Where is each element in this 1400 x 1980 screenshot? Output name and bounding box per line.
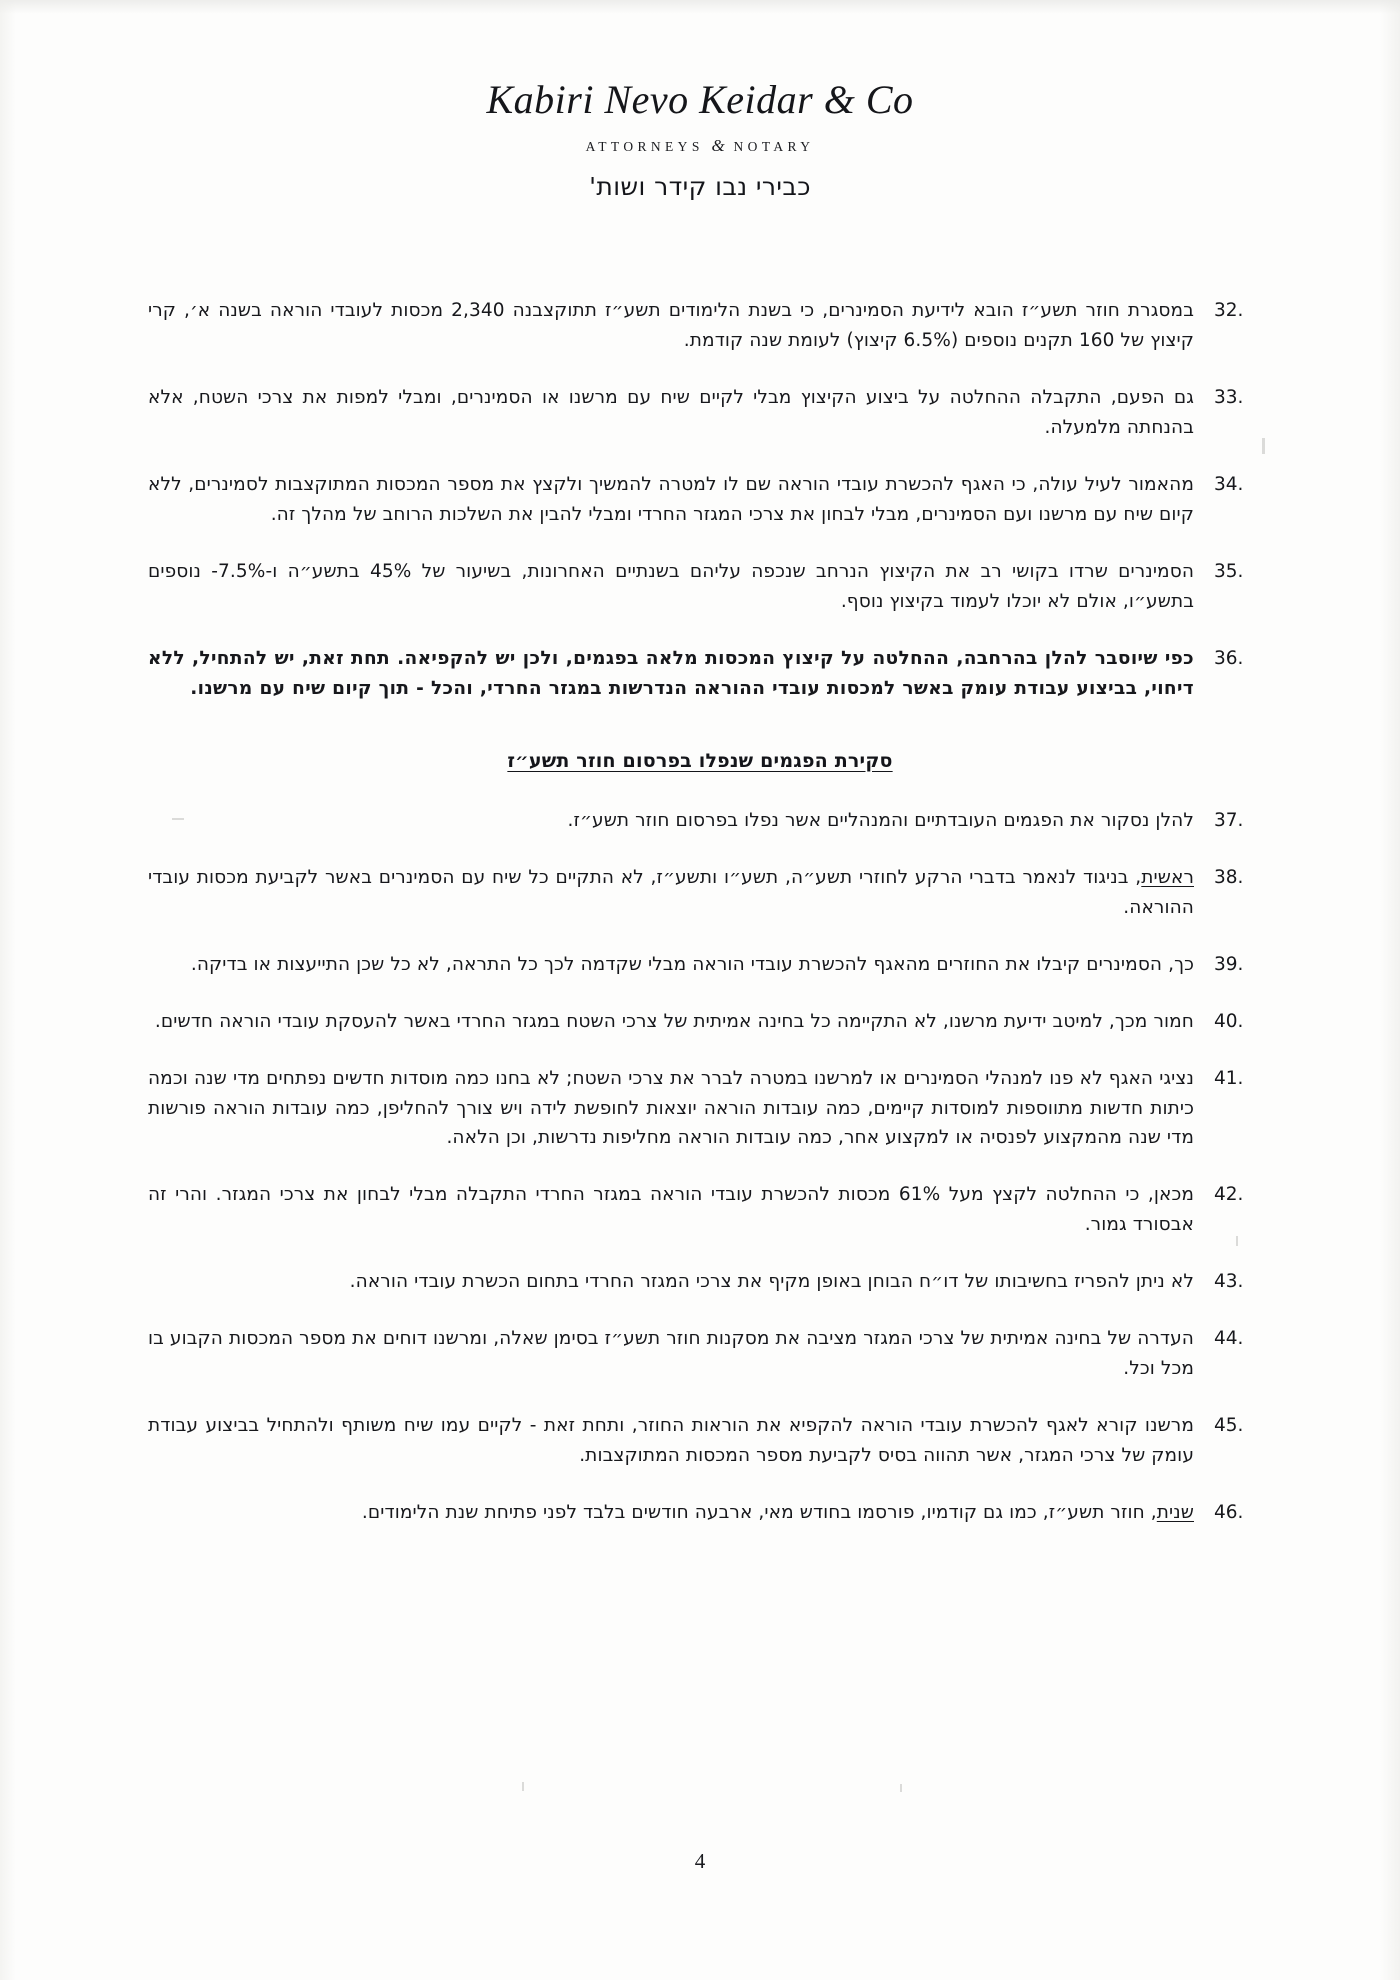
paragraph-text bbox=[148, 863, 1194, 923]
scan-speck bbox=[522, 1782, 524, 1791]
scan-artifact-left-edge bbox=[0, 0, 16, 1980]
document-body bbox=[148, 296, 1252, 1555]
paragraph-text: כפי שיוסבר להלן בהרחבה, ההחלטה על קיצוץ המכסות מלאה בפגמים, ולכן יש להקפיאה. תחת זאת, יש להתחיל, ללא דיחוי, בביצוע עבודת עומק באשר למכסות עובדי ההוראה הנדרשות במגזר החרדי, והכל - תוך קיום שיח עם מרשנו. bbox=[148, 647, 1194, 699]
paragraph-body-text: , חוזר תשע״ז, כמו גם קודמיו, פורסמו בחודש מאי, ארבעה חודשים בלבד לפני פתיחת שנת הלימודים. bbox=[361, 1502, 1157, 1524]
paragraph-text: במסגרת חוזר תשע״ז הובא לידיעת הסמינרים, כי בשנת הלימודים תשע״ז תתוקצבנה 2,340 מכסות לעובדי הוראה בשנה א׳, קרי קיצוץ של 160 תקנים נוספים (6.5% קיצוץ) לעומת שנה קודמת. bbox=[148, 300, 1194, 351]
paragraph-body-text: העדרה של בחינה אמיתית של צרכי המגזר מציבה את מסקנות חוזר תשע״ז בסימן שאלה, ומרשנו דוחים את מספר המכסות הקבוע בו מכל וכל. bbox=[148, 1328, 1194, 1380]
paragraph-number: 33. bbox=[1214, 386, 1244, 408]
paragraph-item bbox=[148, 1064, 1252, 1154]
paragraph-item bbox=[148, 1267, 1252, 1297]
paragraph-number: 42. bbox=[1214, 1184, 1244, 1206]
tagline-attorneys: ATTORNEYS bbox=[585, 139, 704, 154]
paragraph-number: 38. bbox=[1214, 866, 1244, 888]
paragraph-text: גם הפעם, התקבלה ההחלטה על ביצוע הקיצוץ מבלי לקיים שיח עם מרשנו או הסמינרים, ומבלי למפות את צרכי השטח, אלא בהנחתה מלמעלה. bbox=[148, 386, 1194, 438]
paragraph-number: 36. bbox=[1214, 647, 1244, 669]
paragraph-body-text: מכאן, כי ההחלטה לקצץ מעל 61% מכסות להכשרת עובדי הוראה במגזר החרדי התקבלה מבלי לבחון את צרכי המגזר. והרי זה אבסורד גמור. bbox=[148, 1184, 1195, 1236]
tagline-notary: NOTARY bbox=[733, 139, 815, 154]
page-number: 4 bbox=[694, 1849, 706, 1873]
paragraph-number: 45. bbox=[1214, 1415, 1244, 1437]
paragraph-item bbox=[148, 383, 1252, 443]
paragraph-number: 40. bbox=[1214, 1010, 1244, 1032]
paragraph-text bbox=[148, 806, 1194, 836]
paragraph-item bbox=[148, 557, 1252, 617]
paragraph-item bbox=[148, 1498, 1252, 1528]
firm-tagline-english bbox=[0, 136, 1400, 156]
paragraph-text bbox=[148, 1064, 1194, 1154]
paragraph-text: מהאמור לעיל עולה, כי האגף להכשרת עובדי הוראה שם לו למטרה להמשיך ולקצץ את מספר המכסות המתוקצבות לסמינרים, ללא קיום שיח עם מרשנו ועם הסמינרים, מבלי לבחון את צרכי המגזר החרדי ומבלי להבין את השלכות הרוחב של מהלך זה. bbox=[148, 473, 1194, 525]
paragraph-item bbox=[148, 1411, 1252, 1471]
paragraph-item bbox=[148, 863, 1252, 923]
paragraph-number: 44. bbox=[1214, 1328, 1244, 1350]
paragraph-text bbox=[148, 1498, 1194, 1528]
paragraph-number: 32. bbox=[1214, 300, 1244, 321]
paragraph-group-before-heading bbox=[148, 296, 1252, 704]
scan-speck bbox=[1262, 438, 1265, 454]
paragraph-number: 35. bbox=[1214, 560, 1244, 582]
paragraph-body-text: , בניגוד לנאמר בדברי הרקע לחוזרי תשע״ה, תשע״ו ותשע״ז, לא התקיים כל שיח עם הסמינרים באשר לקביעת מכסות עובדי ההוראה. bbox=[148, 866, 1194, 918]
paragraph-text bbox=[148, 1180, 1194, 1240]
paragraph-body-text: נציגי האגף לא פנו למנהלי הסמינרים או למרשנו במטרה לברר את צרכי השטח; לא בחנו כמה מוסדות חדשים נפתחים מדי שנה וכמה כיתות חדשות מתווספות למוסדות קיימים, כמה עובדות הוראה יוצאות לחופשת לידה ויש צורך להחליפן, כמה עובדות הוראה פורשות מדי שנה מהמקצוע לפנסיה או למקצוע אחר, כמה עובדות הוראה מחליפות נדרשות, וכן הלאה. bbox=[148, 1067, 1194, 1149]
paragraph-text bbox=[148, 1007, 1194, 1037]
scan-speck bbox=[900, 1784, 902, 1792]
paragraph-item bbox=[148, 1324, 1252, 1384]
paragraph-number: 43. bbox=[1214, 1271, 1244, 1293]
paragraph-item bbox=[148, 806, 1252, 836]
paragraph-number: 37. bbox=[1214, 809, 1244, 831]
paragraph-text: הסמינרים שרדו בקושי רב את הקיצוץ הנרחב שנכפה עליהם בשנתיים האחרונות, בשיעור של 45% בתשע״ה ו-7.5%- נוספים בתשע״ו, אולם לא יוכלו לעמוד בקיצוץ נוסף. bbox=[148, 560, 1195, 612]
firm-name-hebrew: כבירי נבו קידר ושות' bbox=[589, 172, 811, 201]
paragraph-item-emphasised bbox=[148, 644, 1252, 704]
paragraph-number: 41. bbox=[1214, 1067, 1244, 1089]
paragraph-number: 39. bbox=[1214, 953, 1244, 975]
paragraph-body-text: להלן נסקור את הפגמים העובדתיים והמנהליים אשר נפלו בפרסום חוזר תשע״ז. bbox=[567, 809, 1194, 831]
paragraph-text bbox=[148, 1267, 1194, 1297]
paragraph-body-text: לא ניתן להפריז בחשיבותו של דו״ח הבוחן באופן מקיף את צרכי המגזר החרדי בתחום הכשרת עובדי הוראה. bbox=[349, 1271, 1194, 1293]
ampersand-glyph: & bbox=[711, 136, 726, 155]
paragraph-body-text: כך, הסמינרים קיבלו את החוזרים מהאגף להכשרת עובדי הוראה מבלי שקדמה לכך כל התראה, לא כל שכן התייעצות או בדיקה. bbox=[190, 953, 1194, 975]
scan-artifact-top-edge bbox=[0, 0, 1400, 14]
section-heading bbox=[148, 750, 1252, 772]
firm-name-english: Kabiri Nevo Keidar & Co bbox=[486, 77, 914, 122]
paragraph-text bbox=[148, 950, 1194, 980]
paragraph-item bbox=[148, 296, 1252, 356]
paragraph-number: 46. bbox=[1214, 1502, 1244, 1524]
paragraph-body-text: מרשנו קורא לאגף להכשרת עובדי הוראה להקפיא את הוראות החוזר, ותחת זאת - לקיים עמו שיח משותף ולהתחיל בביצוע עבודת עומק של צרכי המגזר, אשר תהווה בסיס לקביעת מספר המכסות המתוקצבות. bbox=[148, 1415, 1194, 1467]
paragraph-body-text: חמור מכך, למיטב ידיעת מרשנו, לא התקיימה כל בחינה אמיתית של צרכי השטח במגזר החרדי באשר להעסקת עובדי הוראה חדשים. bbox=[154, 1010, 1194, 1032]
paragraph-item bbox=[148, 470, 1252, 530]
paragraph-group-after-heading bbox=[148, 806, 1252, 1529]
scan-artifact-right-edge bbox=[1380, 0, 1400, 1980]
paragraph-item bbox=[148, 1180, 1252, 1240]
section-heading-label: סקירת הפגמים שנפלו בפרסום חוזר תשע״ז bbox=[507, 749, 893, 772]
letterhead bbox=[0, 78, 1400, 201]
paragraph-number: 34. bbox=[1214, 473, 1244, 495]
paragraph-text bbox=[148, 1411, 1194, 1471]
paragraph-underlined-prefix: ראשית bbox=[1141, 866, 1194, 888]
paragraph-item bbox=[148, 950, 1252, 980]
paragraph-underlined-prefix: שנית bbox=[1156, 1502, 1194, 1524]
paragraph-text bbox=[148, 1324, 1194, 1384]
paragraph-item bbox=[148, 1007, 1252, 1037]
